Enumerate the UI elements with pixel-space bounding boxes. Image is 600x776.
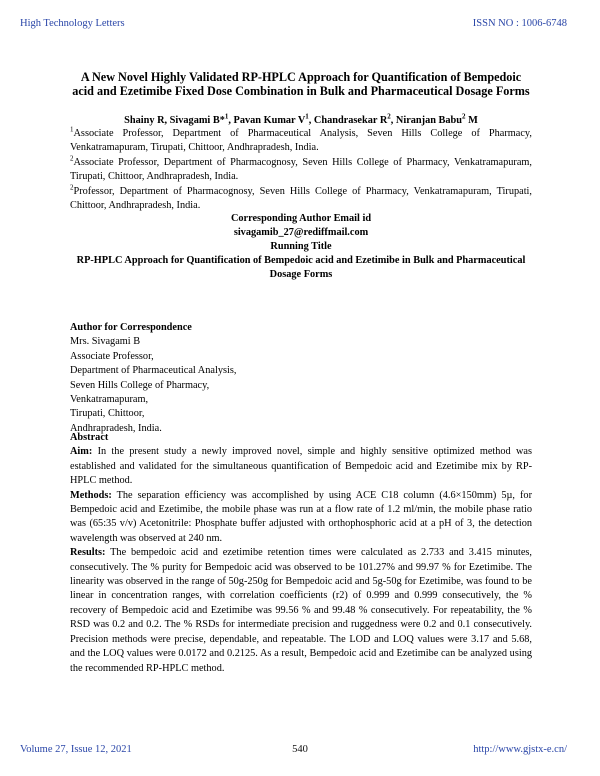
affil-sup: 2 [70,183,74,192]
correspondence-line: Tirupati, Chittoor, [70,408,145,420]
footer-url[interactable]: http://www.gjstx-e.cn/ [473,744,567,755]
correspondence-line: Mrs. Sivagami B [70,336,141,348]
author-sup: 1 [305,112,309,121]
author-name: Chandrasekar R [313,115,388,126]
abstract-results [70,546,532,676]
affiliation-1 [70,127,532,156]
affil-sup: 2 [70,154,74,163]
methods-label: Methods: [70,489,112,501]
affil-text: Associate Professor, Department of Pharmacognosy, Seven Hills College of Pharmacy, Venkatramapuram, Tirupati, Chittoor, Andhrapradesh, India. [70,156,532,183]
running-title-label: Running Title [270,241,332,252]
corresponding-email[interactable]: sivagamib_27@rediffmail.com [233,227,369,238]
author-name: Shainy R, Sivagami B* [124,115,225,126]
aim-text: In the present study a newly improved novel, simple and highly sensitive optimized method was established and validated for the simultaneous quantification of Bempedoic acid and Ezetimibe mix by RP-HPLC method. [70,446,532,487]
author-name: Niranjan Babu [395,115,463,126]
correspondence-line: Seven Hills College of Pharmacy, [70,379,210,391]
affil-text: Professor, Department of Pharmacognosy, Seven Hills College of Pharmacy, Venkatramapuram, Tirupati, Chittoor, Andhrapradesh, India. [70,185,532,212]
correspondence-block [70,321,532,436]
abstract-aim [70,445,532,488]
affiliation-2 [70,156,532,185]
author-sup: 1 [224,112,229,121]
abstract-heading: Abstract [70,432,109,443]
author-sup: 2 [462,112,466,121]
correspondence-line: Andhrapradesh, India. [70,422,162,434]
affiliations [70,127,532,213]
paper-title: A New Novel Highly Validated RP-HPLC Approach for Quantification of Bempedoic acid and Ezetimibe Fixed Dose Combination in Bulk and Pharmaceutical Dosage Forms [72,70,530,98]
abstract-methods [70,489,532,547]
affiliation-3 [70,185,532,214]
results-label: Results: [70,547,106,559]
author-list: Shainy R, Sivagami B*$^1$, Pavan Kumar $V^1$, Chandrasekar $R^2$, Niranjan Babu$^2$ M [124,112,478,126]
footer-page-number: 540 [292,744,308,755]
correspondence-line: Department of Pharmaceutical Analysis, [70,365,237,377]
abstract-block [70,431,532,676]
corresponding-label: Corresponding Author Email id [230,213,372,224]
issn-number: ISSN NO : 1006-6748 [472,18,567,29]
running-title: RP-HPLC Approach for Quantification of Bempedoic acid and Ezetimibe in Bulk and Pharmaceutical Dosage Forms [76,255,526,280]
author-sup: 2 [387,112,391,121]
footer-volume: Volume 27, Issue 12, 2021 [20,744,132,755]
author-name: Pavan Kumar V [233,115,306,126]
affil-text: Associate Professor, Department of Pharmaceutical Analysis, Seven Hills College of Pharmacy, Venkatramapuram, Tirupati, Chittoor, Andhrapradesh, India. [70,128,532,154]
journal-name: High Technology Letters [20,18,125,29]
results-text: The bempedoic acid and ezetimibe retention times were calculated as 2.733 and 3.415 minutes, consecutively. The % purity for Bempedoic acid was observed to be 101.27% and 99.97 % for Ezetimibe. The linearity was observed in the range of 50g-250g for Bempedoic acid and 5g-50g for Ezetimibe, was found to be linear in concentration ranges, with correlation coefficients (r2) of 0.999 and 0.999 consecutively, the % recovery of Bempedoic acid and Ezetimibe was 99.56 % and 99.48 % consecutively. For repeatability, the % RSD was 0.2 and 0.2. The % RSDs for intermediate precision and ruggedness were 0.2 and 0.1 consecutively. Precision methods were precise, dependable, and repeatable. The LOD and LOQ values were 3.17 and 5.68, and the LOQ values were 0.0172 and 0.2125. As a result, Bempedoic acid and Ezetimibe can be analyzed using the recommended RP-HPLC method. [70,547,532,674]
aim-label: Aim: [70,446,93,458]
correspondence-label: Author for Correspondence [70,322,192,333]
corresponding-block [70,212,532,282]
methods-text: The separation efficiency was accomplished by using ACE C18 column (4.6×150mm) 5µ, for Bempedoic acid and Ezetimibe, the mobile phase was run at a flow rate of 1.2 ml/min, the mobile phase ratio was (65:35 v/v) Acetonitrile: Phosphate buffer adjusted with orthophosphoric acid at a pH of 3, the detection wavelength was observed at 240 nm. [70,489,532,544]
author-suffix: M [465,115,478,126]
correspondence-line: Associate Professor, [70,350,154,362]
affil-sup: 1 [70,125,74,134]
correspondence-line: Venkatramapuram, [70,394,149,406]
